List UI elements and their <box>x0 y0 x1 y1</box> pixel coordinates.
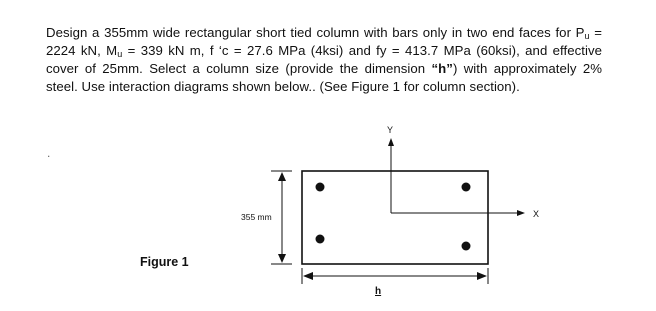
rebar-bottom-right <box>462 242 471 251</box>
rebar-top-right <box>462 183 471 192</box>
depth-dim-arrow-right <box>477 272 487 280</box>
width-dim-label: 355 mm <box>241 212 272 222</box>
problem-text-4: ) with approximately 2% steel. Use interaction diagrams shown below.. (See Figure 1 for column section). <box>46 61 602 94</box>
x-axis-label: X <box>533 209 540 219</box>
figure-caption: Figure 1 <box>140 255 189 269</box>
depth-dim-arrow-left <box>303 272 313 280</box>
problem-text-2: = 2224 kN, M <box>46 25 603 58</box>
h-dimension-quote: “h” <box>431 61 453 76</box>
depth-dim-label: h <box>375 286 382 297</box>
rebar-top-left <box>316 183 325 192</box>
y-axis-arrowhead <box>388 138 394 146</box>
y-axis-label: Y <box>387 125 394 135</box>
rebar-bottom-left <box>316 235 325 244</box>
stray-dot: . <box>47 146 51 160</box>
width-dim-arrow-bottom <box>278 254 286 263</box>
x-axis-arrowhead <box>517 210 525 216</box>
column-outline <box>302 171 488 264</box>
mu-subscript: u <box>117 49 123 59</box>
width-dim-arrow-top <box>278 172 286 181</box>
problem-text-3: = 339 kN m, f ‘c = 27.6 MPa (4ksi) and fy = 413.7 MPa (60ksi), and effective cover of 25mm. Select a column size (provide the dimension <box>46 43 602 76</box>
problem-text-1: Design a 355mm wide rectangular short tied column with bars only in two end faces for P <box>46 25 585 40</box>
pu-subscript: u <box>584 31 590 41</box>
